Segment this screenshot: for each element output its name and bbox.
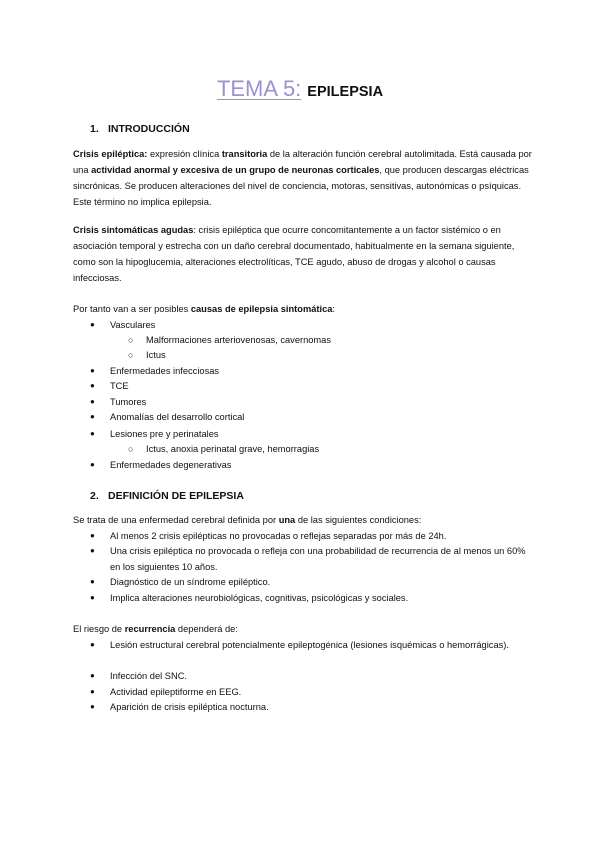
text-span: de la alteración función cerebral autolimitada. Está causada por una <box>73 149 532 175</box>
bullet-icon: ● <box>90 687 95 696</box>
sub-list-item-ictus: Ictus <box>146 350 166 360</box>
term-crisis-sintomaticas: Crisis sintomáticas agudas <box>73 225 194 235</box>
condition-item: Al menos 2 crisis epilépticas no provocadas o reflejas separadas por más de 24h. <box>110 531 447 541</box>
risk-item: Actividad epileptiforme en EEG. <box>110 687 242 697</box>
section-number: 2. <box>90 490 99 502</box>
bullet-icon: ● <box>90 320 95 329</box>
text-span: de las siguientes condiciones: <box>295 515 422 525</box>
text-span: El riesgo de <box>73 624 125 634</box>
title-name: EPILEPSIA <box>307 84 384 100</box>
paragraph-causas <box>73 301 533 317</box>
list-item-tce: TCE <box>110 381 129 391</box>
section-heading-text: INTRODUCCIÓN <box>108 123 190 135</box>
bullet-icon: ● <box>90 640 95 649</box>
sub-bullet-icon: ○ <box>128 335 134 345</box>
condition-item: Diagnóstico de un síndrome epiléptico. <box>110 577 271 587</box>
bullet-icon: ● <box>90 381 95 390</box>
condition-item: Una crisis epiléptica no provocada o refleja con una probabilidad de recurrencia de al menos un 60% en los siguientes 10 años. <box>110 546 526 572</box>
bullet-icon: ● <box>90 397 95 406</box>
section-number: 1. <box>90 123 99 135</box>
sub-bullet-icon: ○ <box>128 444 134 454</box>
risk-item: Infección del SNC. <box>110 671 187 681</box>
risk-item: Lesión estructural cerebral potencialmente epileptogénica (lesiones isquémicas o hemorrágicas). <box>110 640 509 650</box>
list-item-vasculares: Vasculares <box>110 320 156 330</box>
title-number: TEMA 5: <box>216 76 302 101</box>
bullet-icon: ● <box>90 593 95 602</box>
text-span: expresión clínica <box>147 149 222 159</box>
section-heading-text: DEFINICIÓN DE EPILEPSIA <box>108 490 244 502</box>
paragraph-crisis-epileptica <box>73 146 533 210</box>
bullet-icon: ● <box>90 671 95 680</box>
sub-list-item-ictus-anoxia: Ictus, anoxia perinatal grave, hemorragias <box>146 444 320 454</box>
text-span: : crisis epiléptica que ocurre concomitantemente a un factor sistémico o en asociación temporal y estrecha con un daño cerebral documentado, habitualmente en la semana siguiente, como son la hipoglucemia, alteraciones electrolíticas, TCE agudo, abuso de drogas y alcohol o causas infecciosas. <box>73 225 515 283</box>
bullet-icon: ● <box>90 460 95 469</box>
text-span: : <box>332 304 336 314</box>
bullet-icon: ● <box>90 577 95 586</box>
bullet-icon: ● <box>90 702 95 711</box>
bullet-icon: ● <box>90 429 95 438</box>
paragraph-crisis-sintomaticas <box>73 222 533 286</box>
term-recurrencia: recurrencia <box>124 624 176 634</box>
text-span: dependerá de: <box>175 624 238 634</box>
text-span: Por tanto van a ser posibles <box>73 304 191 314</box>
text-span: , que producen descargas eléctricas sincrónicas. Se producen alteraciones del nivel de conciencia, motoras, sensitivas, autonómicas o psíquicas. Este término no implica epilepsia. <box>73 165 529 207</box>
section-heading-introduccion <box>90 123 190 135</box>
section-heading-definicion <box>90 490 244 502</box>
bullet-icon: ● <box>90 531 95 540</box>
bullet-icon: ● <box>90 366 95 375</box>
term-causas: causas de epilepsia sintomática <box>190 304 333 314</box>
risk-item: Aparición de crisis epiléptica nocturna. <box>110 702 269 712</box>
list-item-infecciosas: Enfermedades infecciosas <box>110 366 220 376</box>
term-crisis-epileptica: Crisis epiléptica: <box>73 149 148 159</box>
text-span: Se trata de una enfermedad cerebral definida por <box>73 515 279 525</box>
condition-item: Implica alteraciones neurobiológicas, cognitivas, psicológicas y sociales. <box>110 593 409 603</box>
list-item-lesiones: Lesiones pre y perinatales <box>110 429 219 439</box>
list-item-degenerativas: Enfermedades degenerativas <box>110 460 232 470</box>
term-actividad-anormal: actividad anormal y excesiva de un grupo de neuronas corticales <box>91 165 380 175</box>
sub-bullet-icon: ○ <box>128 350 134 360</box>
paragraph-definicion-intro <box>73 512 533 528</box>
term-transitoria: transitoria <box>221 149 268 159</box>
page-title <box>0 76 600 102</box>
bullet-icon: ● <box>90 412 95 421</box>
list-item-anomalias: Anomalías del desarrollo cortical <box>110 412 245 422</box>
bullet-icon: ● <box>90 546 95 555</box>
term-una: una <box>278 515 296 525</box>
sub-list-item-malformaciones: Malformaciones arteriovenosas, cavernomas <box>146 335 331 345</box>
list-item-tumores: Tumores <box>110 397 147 407</box>
paragraph-riesgo <box>73 621 533 637</box>
